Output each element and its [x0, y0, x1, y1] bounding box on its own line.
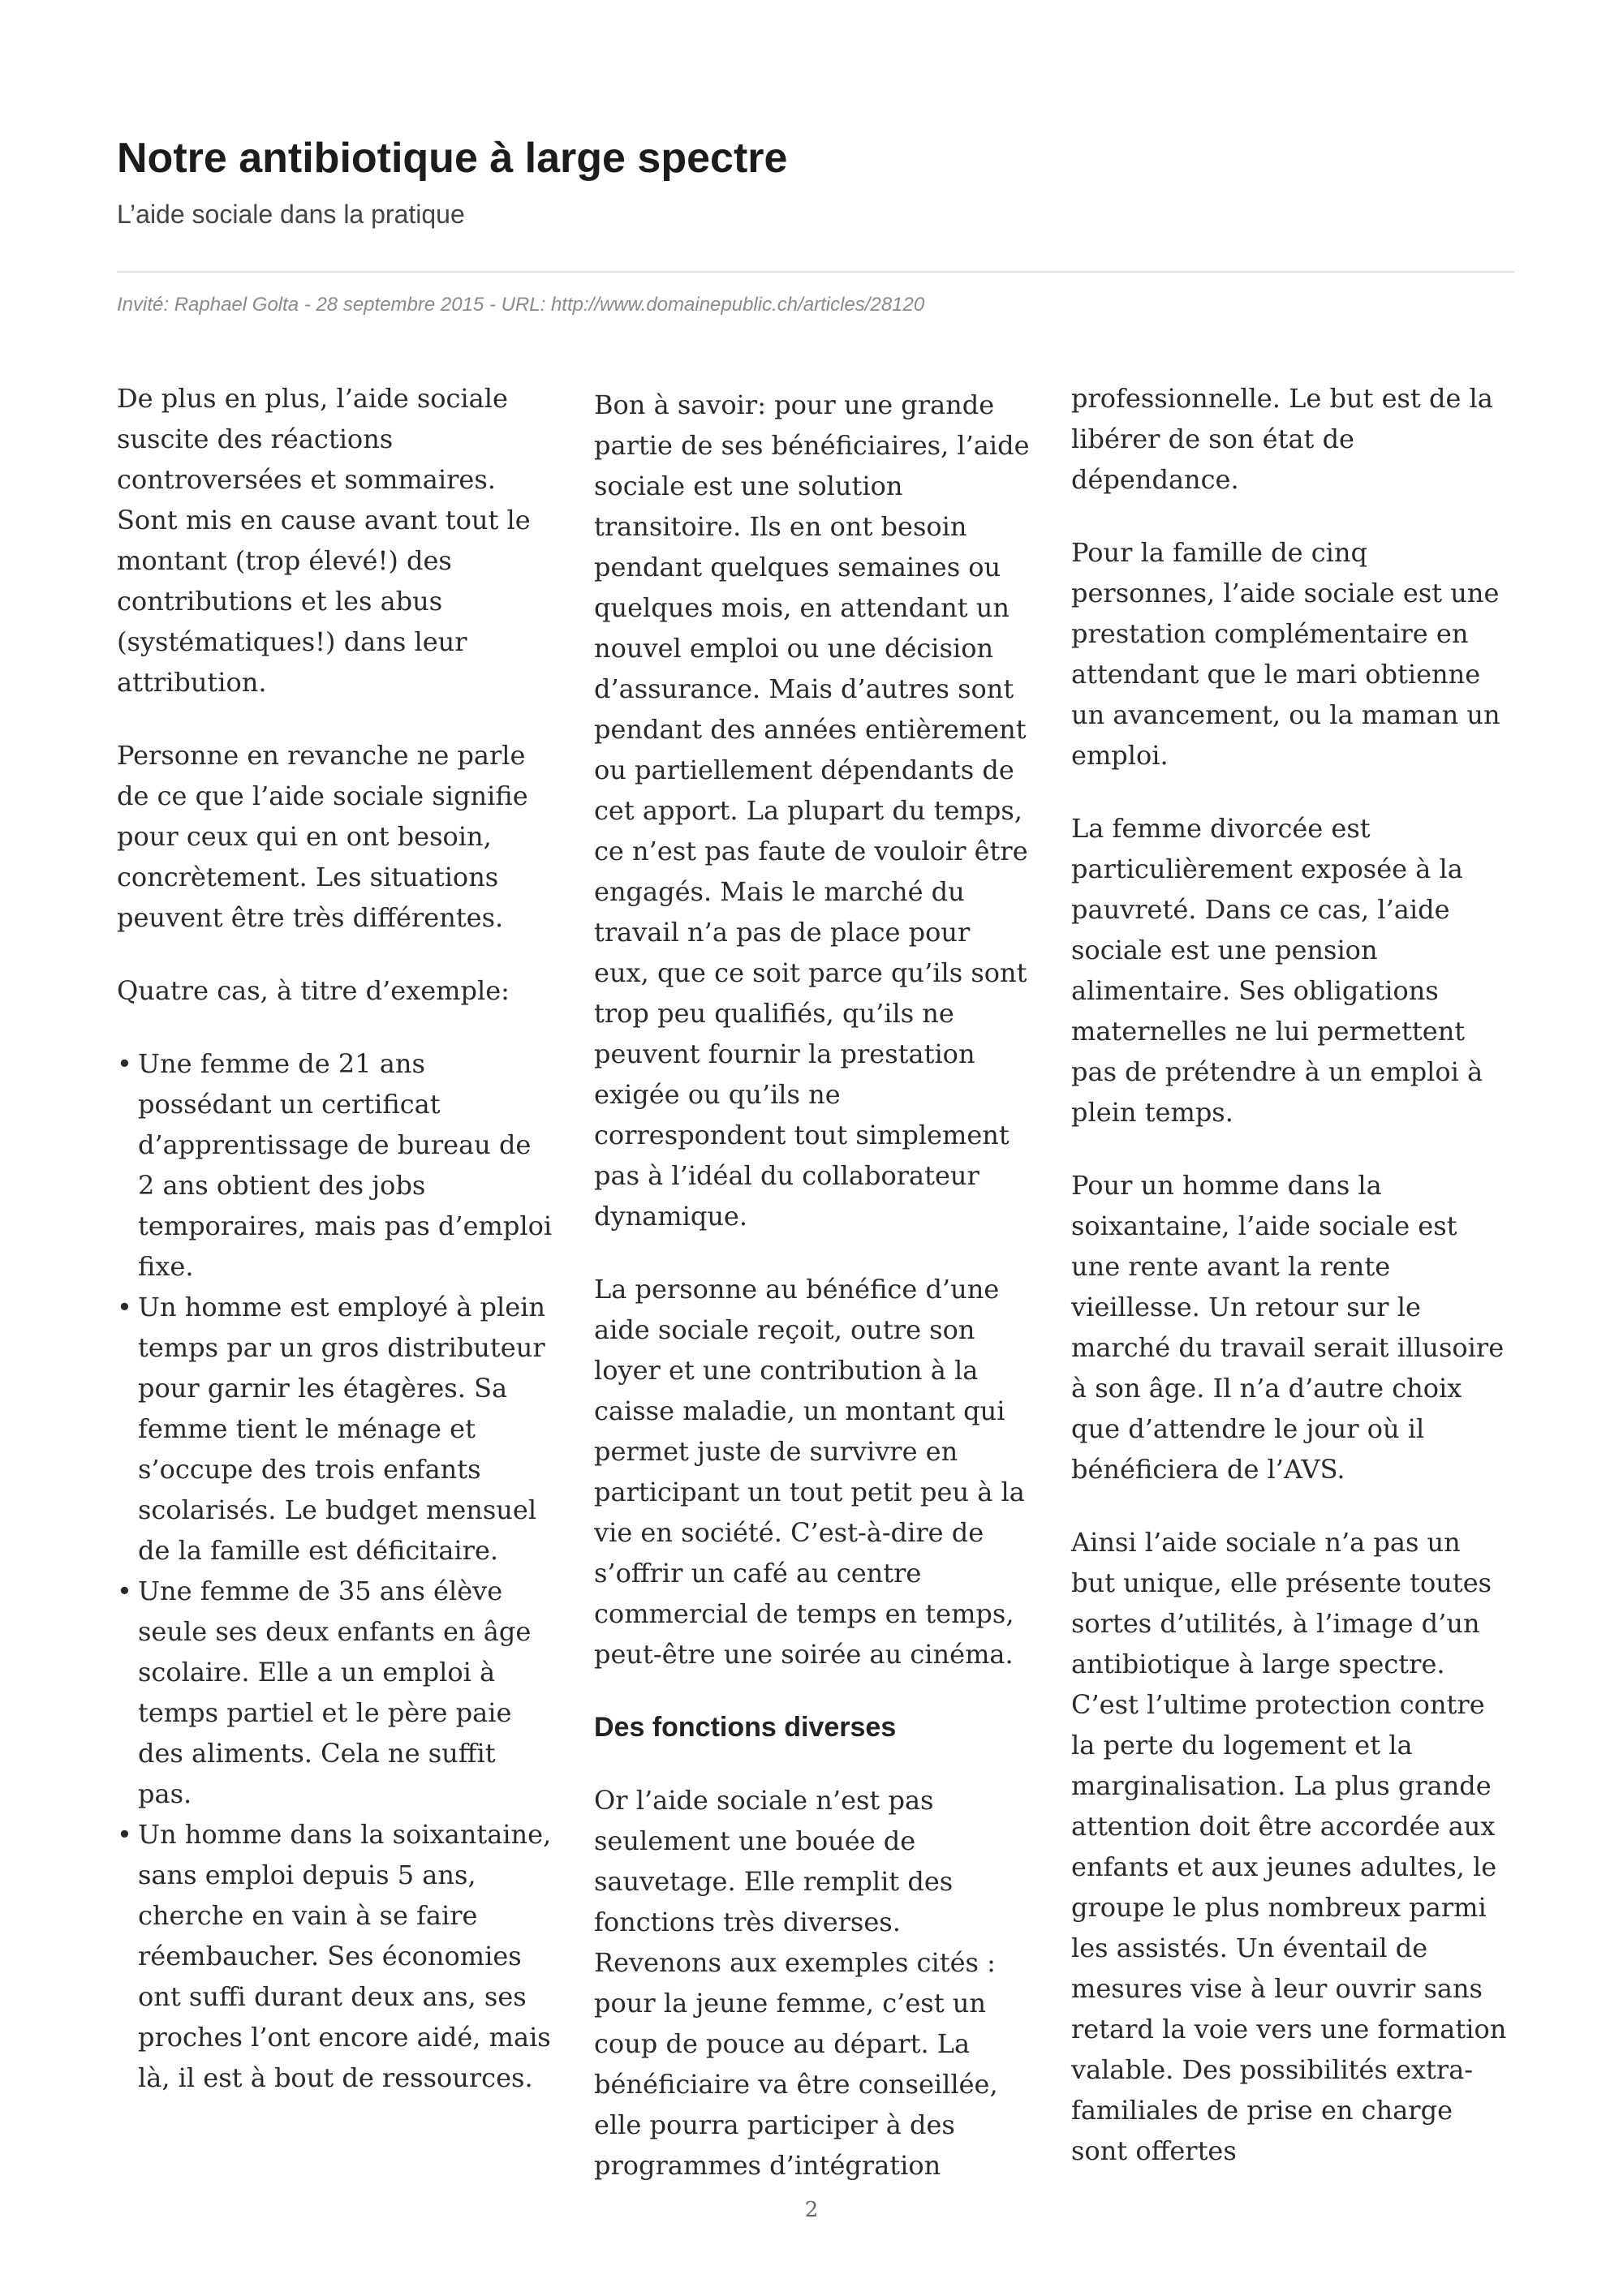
paragraph: Quatre cas, à titre d’exemple: [117, 975, 510, 1006]
paragraph: Ainsi l’aide sociale n’a pas un but unique, elle présente toutes sortes d’utilités, à l’image d’un antibiotique à large spectre. C’est l’ultime protection contre la perte du logement et la marginalisation. La plus grande attention doit être accordée aux enfants et aux jeunes adultes, le groupe le plus nombreux parmi les assistés. Un éventail de mesures vise à leur ouvrir sans retard la voie vers une formation valable. Des possibilités extra-familiales de prise en charge sont offertes [1071, 1527, 1507, 2166]
article-meta: Invité: Raphael Golta - 28 septembre 2015 - URL: http://www.domainepublic.ch/articles/28120 [117, 294, 925, 316]
paragraph: Bon à savoir: pour une grande partie de ses bénéficiaires, l’aide sociale est une solution transitoire. Ils en ont besoin pendant quelques semaines ou quelques mois, en attendant un nouvel emploi ou une décision d’assurance. Mais d’autres sont pendant des années entièrement ou partiellement dépendants de cet apport. La plupart du temps, ce n’est pas faute de vouloir être engagés. Mais le marché du travail n’a pas de place pour eux, que ce soit parce qu’ils sont trop peu qualifiés, qu’ils ne peuvent fournir la prestation exigée ou qu’ils ne correspondent tout simplement pas à l’idéal du collaborateur dynamique. [594, 389, 1030, 1232]
text-column-2 [594, 385, 1032, 2218]
paragraph: Personne en revanche ne parle de ce que l’aide sociale signifie pour ceux qui en ont besoin, concrètement. Les situations peuvent être très différentes. [117, 740, 528, 933]
paragraph: La personne au bénéfice d’une aide sociale reçoit, outre son loyer et une contribution à la caisse maladie, un montant qui permet juste de survivre en participant un tout petit peu à la vie en société. C’est-à-dire de s’offrir un café au centre commercial de temps en temps, peut-être une soirée au cinéma. [594, 1274, 1025, 1670]
paragraph: Pour un homme dans la soixantaine, l’aide sociale est une rente avant la rente vieillesse. Un retour sur le marché du travail serait illusoire à son âge. Il n’a d’autre choix que d’attendre le jour où il bénéficiera de l’AVS. [1071, 1170, 1505, 1485]
article-title: Notre antibiotique à large spectre [117, 135, 788, 182]
list-item: • Un homme dans la soixantaine, sans emploi depuis 5 ans, cherche en vain à se faire réembaucher. Ses économies ont suffi durant deux ans, ses proches l’ont encore aidé, mais là, il est à bout de ressources. [117, 1814, 555, 2098]
list-item: • Une femme de 35 ans élève seule ses deux enfants en âge scolaire. Elle a un emploi à temps partiel et le père paie des aliments. Cela ne suffit pas. [117, 1571, 555, 1814]
section-heading: Des fonctions diverses [594, 1712, 897, 1743]
paragraph: Or l’aide sociale n’est pas seulement une bouée de sauvetage. Elle remplit des fonctions très diverses. Revenons aux exemples cités : pour la jeune femme, c’est un coup de pouce au départ. La bénéficiaire va être conseillée, elle pourra participer à des programmes d’intégration [594, 1785, 998, 2181]
page-number: 2 [804, 2198, 819, 2222]
article-subtitle: L’aide sociale dans la pratique [117, 200, 465, 229]
text-column-3 [1071, 378, 1509, 2204]
paragraph: De plus en plus, l’aide sociale suscite des réactions controversées et sommaires. Sont mis en cause avant tout le montant (trop élevé!) des contributions et les abus (systématiques!) dans leur attribution. [117, 383, 531, 698]
article-header [117, 130, 1513, 232]
paragraph: Pour la famille de cinq personnes, l’aide sociale est une prestation complémentaire en attendant que le mari obtienne un avancement, ou la maman un emploi. [1071, 537, 1500, 771]
paragraph: La femme divorcée est particulièrement exposée à la pauvreté. Dans ce cas, l’aide sociale est une pension alimentaire. Ses obligations maternelles ne lui permettent pas de prétendre à un emploi à plein temps. [1071, 813, 1483, 1128]
list-item: • Un homme est employé à plein temps par un gros distributeur pour garnir les étagères. Sa femme tient le ménage et s’occupe des trois enfants scolarisés. Le budget mensuel de la famille est déficitaire. [117, 1287, 555, 1571]
text-column-1 [117, 378, 555, 2098]
paragraph: professionnelle. Le but est de la libérer de son état de dépendance. [1071, 383, 1493, 495]
list-item: • Une femme de 21 ans possédant un certificat d’apprentissage de bureau de 2 ans obtient des jobs temporaires, mais pas d’emploi fixe. [117, 1043, 555, 1287]
header-divider [117, 271, 1514, 273]
example-list [117, 1043, 555, 2098]
